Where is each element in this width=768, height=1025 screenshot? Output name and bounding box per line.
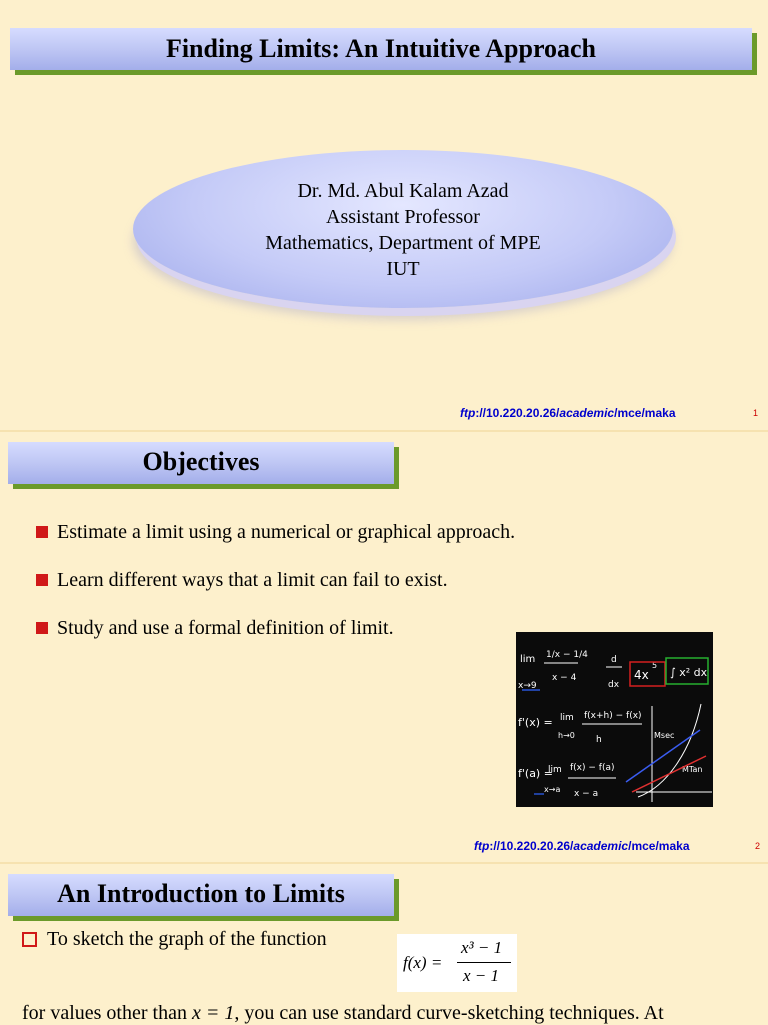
list-item: Study and use a formal definition of limit.	[36, 616, 515, 640]
chalk-sub-2: h→0	[558, 731, 575, 740]
chalk-den-3: x − a	[574, 789, 599, 799]
chalk-fprime-x: f'(x) =	[518, 716, 553, 729]
author-institution: IUT	[386, 258, 420, 280]
slide-2	[0, 430, 768, 862]
list-item: Learn different ways that a limit can fail to exist.	[36, 568, 515, 592]
chalk-lim-2: lim	[560, 713, 574, 723]
slide-2-title: Objectives	[8, 442, 394, 484]
chalk-den-1: x − 4	[552, 673, 577, 683]
chalk-den-2: h	[596, 735, 602, 745]
chalk-4x: 4x	[634, 668, 649, 682]
chalk-lim-3: lim	[548, 765, 562, 775]
hollow-square-bullet-icon	[22, 932, 37, 947]
intro-line: To sketch the graph of the function	[22, 928, 327, 951]
slide-1-page-number: 1	[753, 408, 759, 418]
author-department: Mathematics, Department of MPE	[265, 232, 541, 254]
chalk-lim-1: lim	[520, 654, 536, 665]
chalk-num-1: 1/x − 1/4	[546, 650, 588, 660]
body-text: for values other than x = 1, you can use standard curve-sketching techniques. At	[22, 1002, 664, 1024]
chalk-integral: ∫ x² dx	[670, 666, 708, 679]
formula-lhs: f(x) =	[403, 953, 443, 972]
chalk-mtan: MTan	[682, 765, 703, 774]
chalk-num-2: f(x+h) − f(x)	[584, 711, 642, 721]
chalk-exp: 5	[652, 661, 658, 670]
red-square-bullet-icon	[36, 574, 48, 586]
author-position: Assistant Professor	[326, 206, 480, 228]
chalk-fprime-a: f'(a) =	[518, 767, 553, 780]
chalk-d: d	[611, 655, 617, 665]
author-name: Dr. Md. Abul Kalam Azad	[297, 180, 509, 202]
slide-3	[0, 862, 768, 1024]
chalkboard-image	[516, 632, 713, 807]
chalk-dx: dx	[608, 680, 620, 690]
slide-1	[0, 0, 768, 430]
red-square-bullet-icon	[36, 622, 48, 634]
objectives-list	[36, 520, 515, 664]
formula-denominator: x − 1	[463, 966, 500, 985]
slide-2-page-number: 2	[755, 841, 761, 851]
chalkboard-drawing	[516, 632, 713, 807]
function-formula	[397, 934, 517, 992]
fraction-bar	[457, 962, 511, 963]
chalk-sub-1: x→9	[518, 681, 537, 691]
chalk-num-3: f(x) − f(a)	[570, 763, 615, 773]
slide-1-footer-link[interactable]: ftp://10.220.20.26/academic/mce/maka	[460, 406, 676, 420]
slide-1-title: Finding Limits: An Intuitive Approach	[10, 28, 752, 70]
formula-numerator: x³ − 1	[461, 938, 503, 957]
chalk-sub-3: x→a	[544, 785, 561, 794]
chalk-msec: Msec	[654, 731, 675, 740]
slide-2-footer-link[interactable]: ftp://10.220.20.26/academic/mce/maka	[474, 839, 690, 853]
slide-3-title: An Introduction to Limits	[8, 874, 394, 916]
author-ellipse	[133, 150, 673, 308]
list-item: Estimate a limit using a numerical or graphical approach.	[36, 520, 515, 544]
red-square-bullet-icon	[36, 526, 48, 538]
